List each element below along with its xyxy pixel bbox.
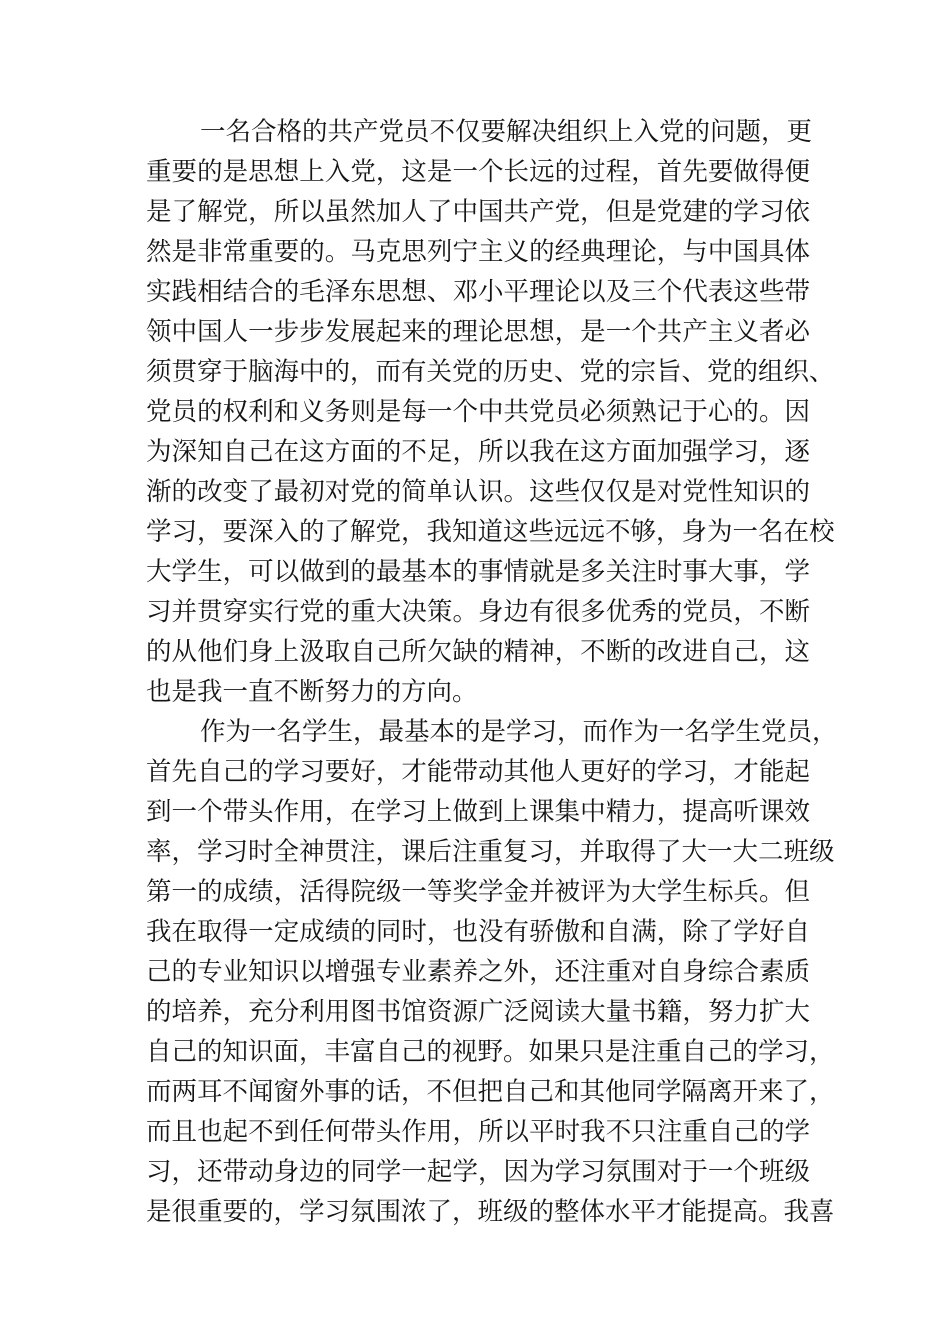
paragraph-1 bbox=[146, 112, 835, 712]
text-line: 自己的知识面，丰富自己的视野。如果只是注重自己的学习， bbox=[146, 1037, 835, 1067]
text-line: 到一个带头作用，在学习上做到上课集中精力，提高听课效 bbox=[146, 797, 810, 827]
text-line: 是很重要的，学习氛围浓了，班级的整体水平才能提高。我喜 bbox=[146, 1197, 835, 1227]
text-line: 一名合格的共产党员不仅要解决组织上入党的问题，更 bbox=[200, 117, 813, 147]
text-line: 率，学习时全神贯注，课后注重复习，并取得了大一大二班级 bbox=[146, 837, 835, 867]
text-line: 领中国人一步步发展起来的理论思想，是一个共产主义者必 bbox=[146, 317, 810, 347]
text-line: 重要的是思想上入党，这是一个长远的过程，首先要做得便 bbox=[146, 157, 810, 187]
text-line: 习并贯穿实行党的重大决策。身边有很多优秀的党员，不断 bbox=[146, 597, 810, 627]
document-body bbox=[146, 112, 838, 1232]
text-line: 是了解党，所以虽然加人了中国共产党，但是党建的学习依 bbox=[146, 197, 810, 227]
text-line: 学习，要深入的了解党，我知道这些远远不够，身为一名在校 bbox=[146, 517, 835, 547]
paragraph-2 bbox=[146, 712, 838, 1232]
text-line: 的从他们身上汲取自己所欠缺的精神，不断的改进自己，这 bbox=[146, 637, 810, 667]
text-line: 第一的成绩，活得院级一等奖学金并被评为大学生标兵。但 bbox=[146, 877, 810, 907]
text-line: 党员的权利和义务则是每一个中共党员必须熟记于心的。因 bbox=[146, 397, 810, 427]
text-line: 大学生，可以做到的最基本的事情就是多关注时事大事，学 bbox=[146, 557, 810, 587]
text-line: 也是我一直不断努力的方向。 bbox=[146, 677, 478, 707]
text-line: 的培养，充分利用图书馆资源广泛阅读大量书籍，努力扩大 bbox=[146, 997, 810, 1027]
text-line: 首先自己的学习要好，才能带动其他人更好的学习，才能起 bbox=[146, 757, 810, 787]
text-line: 实践相结合的毛泽东思想、邓小平理论以及三个代表这些带 bbox=[146, 277, 810, 307]
text-line: 为深知自己在这方面的不足，所以我在这方面加强学习，逐 bbox=[146, 437, 810, 467]
text-line: 而两耳不闻窗外事的话，不但把自己和其他同学隔离开来了， bbox=[146, 1077, 835, 1107]
text-line: 己的专业知识以增强专业素养之外，还注重对自身综合素质 bbox=[146, 957, 810, 987]
text-line: 而且也起不到任何带头作用，所以平时我不只注重自己的学 bbox=[146, 1117, 810, 1147]
text-line: 作为一名学生，最基本的是学习，而作为一名学生党员， bbox=[200, 717, 838, 747]
text-line: 渐的改变了最初对党的简单认识。这些仅仅是对党性知识的 bbox=[146, 477, 810, 507]
text-line: 然是非常重要的。马克思列宁主义的经典理论，与中国具体 bbox=[146, 237, 810, 267]
text-line: 习，还带动身边的同学一起学，因为学习氛围对于一个班级 bbox=[146, 1157, 810, 1187]
text-line: 须贯穿于脑海中的，而有关党的历史、党的宗旨、党的组织、 bbox=[146, 357, 835, 387]
text-line: 我在取得一定成绩的同时，也没有骄傲和自满，除了学好自 bbox=[146, 917, 810, 947]
